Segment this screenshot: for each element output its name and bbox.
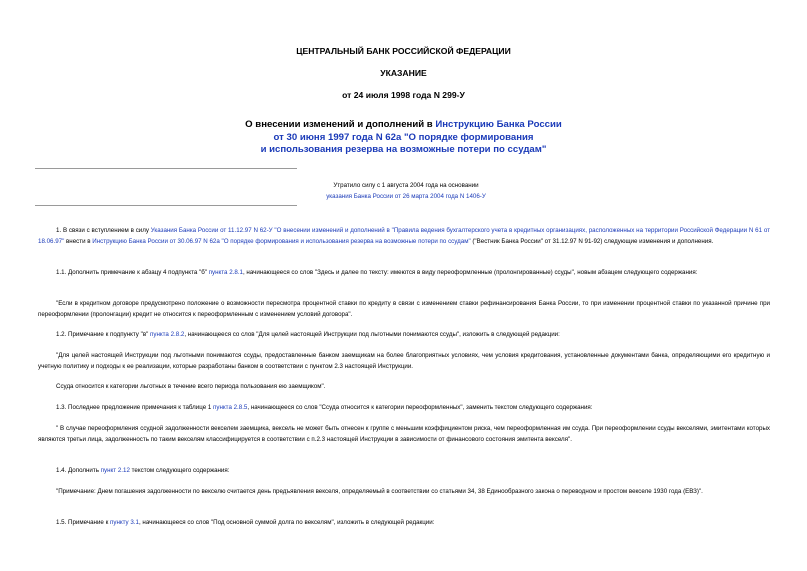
divider-bottom	[35, 205, 297, 206]
p11-text-a: 1.5. Примечание к	[56, 519, 110, 526]
p2-text-a: 1.1. Дополнить примечание к абзацу 4 подпункта "б"	[56, 269, 209, 276]
p4-text-b: , начинающееся со слов "Для целей настоящей Инструкции под льготными понимаются ссуды", изложить в следующей редакции:	[184, 331, 560, 338]
p4-text-a: 1.2. Примечание к подпункту "в"	[56, 331, 151, 338]
p7-text-b: , начинающееся со слов "Ссуда относится к категории переоформленных", заменить текстом следующего содержания:	[247, 404, 593, 411]
p9-text-b: текстом следующего содержания:	[129, 467, 230, 474]
instruction-link[interactable]: Инструкцию Банка России	[435, 119, 562, 130]
paragraph-6: Ссуда относится к категории льготных в течение всего периода пользования ею заемщиком".	[56, 383, 326, 390]
p11-link[interactable]: пункту 3.1	[110, 519, 139, 526]
repeal-note-text: Утратило силу с 1 августа 2004 года на основании	[333, 182, 479, 189]
p9-link[interactable]: пункт 2.12	[100, 467, 130, 474]
p1-link-instruction[interactable]: Инструкцию Банка России от 30.06.97 N 62а "О порядке формирования и использования резерва на возможные потери по ссудам"	[92, 237, 471, 245]
paragraph-4	[38, 330, 770, 341]
p7-link[interactable]: пункта 2.8.5	[213, 404, 248, 411]
paragraph-3: "Если в кредитном договоре предусмотрено положение о возможности пересмотра процентной ставки по кредиту в связи с изменением ставки рефинансирования Банка России, то при изменении процентной ставки по указанной причине при переоформлении (пролонгации) кредит не относится к переоформленным с изменением условий договора".	[38, 300, 770, 318]
p1-link-ukazanie[interactable]: Указания Банка России от 11.12.97 N 62-У "О внесении изменений и дополнений в "Правила ведения бухгалтерского учета в кредитных организациях, расположенных на территории Российской Федерации N 61 от 18.06.97"	[38, 227, 770, 245]
paragraph-9	[38, 466, 770, 477]
title-line-1	[0, 119, 807, 132]
document-title	[0, 119, 807, 157]
p4-link[interactable]: пункта 2.8.2	[150, 331, 185, 338]
p1-text-b: внести в	[64, 237, 93, 245]
paragraph-7	[38, 403, 770, 414]
paragraph-10: "Примечание: Днем погашения задолженности по векселю считается день предъявления векселя, определяемый в соответствии со статьями 34, 38 Единообразного закона о переводном и простом векселе 1930 года (ЕВЗ)".	[56, 488, 703, 495]
p2-text-b: , начинающееся со слов "Здесь и далее по тексту: имеются в виду переоформленные (пролонгированные) ссуды", новым абзацем следующего содержания:	[242, 269, 698, 276]
title-text: О внесении изменений и дополнений в	[245, 119, 436, 130]
title-line-3[interactable]: и использования резерва на возможные потери по ссудам"	[260, 144, 547, 156]
p7-text-a: 1.3. Последнее предложение примечания к таблице 1	[56, 404, 214, 411]
divider-top	[35, 168, 297, 169]
paragraph-2	[38, 268, 770, 279]
p2-link[interactable]: пункта 2.8.1	[208, 269, 243, 276]
paragraph-11	[38, 518, 770, 529]
paragraph-1	[38, 226, 770, 247]
p9-text-a: 1.4. Дополнить	[56, 467, 101, 474]
paragraph-8: " В случае переоформления ссудной задолженности векселем заемщика, вексель не может быть отнесен к группе с меньшим коэффициентом риска, чем переоформленная им ссуда. При переоформлении ссуды векселями, эмитентами которых являются третьи лица, задолженность по таким векселям классифицируется в соответствии с п.2.3 настоящей Инструкции в зависимости от финансового состояния эмитента векселя".	[38, 425, 770, 443]
document-type: УКАЗАНИЕ	[380, 68, 427, 78]
p1-text-a: 1. В связи с вступлением в силу	[56, 227, 151, 234]
repeal-note	[300, 180, 512, 202]
p1-text-c: ("Вестник Банка России" от 31.12.97 N 91-92) следующие изменения и дополнения.	[470, 237, 714, 245]
p11-text-b: , начинающееся со слов "Под основной суммой долга по векселям", изложить в следующей редакции:	[138, 519, 435, 526]
paragraph-5: "Для целей настоящей Инструкции под льготными понимаются ссуды, предоставленные банком заемщикам на более благоприятных условиях, чем условия кредитования, установленные документами банка, определяющими его кредитную и учетную политику и подходы к ее реализации, которые разработаны банком в соответствии с пунктом 2.3 настоящей Инструкции.	[38, 352, 770, 370]
repeal-note-link[interactable]: указания Банка России от 26 марта 2004 года N 1406-У	[326, 193, 486, 200]
issuer-heading: ЦЕНТРАЛЬНЫЙ БАНК РОССИЙСКОЙ ФЕДЕРАЦИИ	[296, 46, 511, 56]
title-line-2[interactable]: от 30 июня 1997 года N 62а "О порядке формирования	[273, 131, 534, 143]
document-date: от 24 июля 1998 года N 299-У	[342, 90, 465, 100]
